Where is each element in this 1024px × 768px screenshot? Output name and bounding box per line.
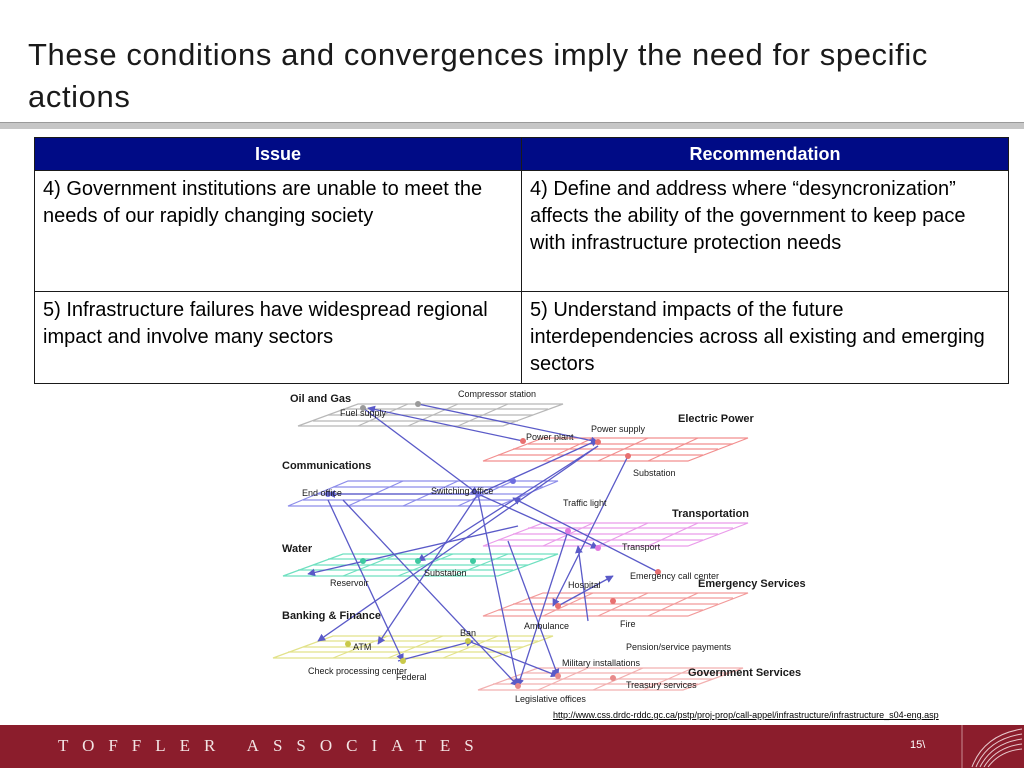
node-switching-office: Switching office bbox=[431, 486, 494, 496]
label-banking-finance: Banking & Finance bbox=[282, 610, 382, 622]
node-substation-water: Substation bbox=[424, 568, 467, 578]
label-water: Water bbox=[282, 543, 313, 555]
table-row bbox=[35, 292, 1009, 384]
label-oil-gas: Oil and Gas bbox=[290, 393, 352, 405]
page-number: 15\ bbox=[910, 739, 926, 751]
node-federal: Federal bbox=[396, 672, 427, 682]
table-row bbox=[35, 171, 1009, 292]
node-ambulance: Ambulance bbox=[524, 621, 570, 631]
emergency-services-plane bbox=[483, 593, 748, 616]
node-compressor-station: Compressor station bbox=[458, 389, 537, 399]
brand-wordmark: TOFFLER ASSOCIATES bbox=[58, 736, 488, 755]
column-header-recommendation: Recommendation bbox=[522, 138, 1009, 171]
node-fire: Fire bbox=[620, 619, 636, 629]
label-electric-power: Electric Power bbox=[678, 413, 754, 425]
slide-title: These conditions and convergences imply the need for specific actions bbox=[28, 37, 928, 114]
infrastructure-interdependency-diagram bbox=[268, 386, 806, 706]
transportation-plane bbox=[483, 523, 748, 546]
node-hospital: Hospital bbox=[568, 580, 601, 590]
issue-cell: 5) Infrastructure failures have widespread regional impact and involve many sectors bbox=[35, 292, 522, 384]
source-link[interactable]: http://www.css.drdc-rddc.gc.ca/pstp/proj-prop/call-appel/infrastructure/infrastructure_s04-eng.asp bbox=[553, 710, 939, 720]
node-atm: ATM bbox=[353, 642, 372, 652]
label-communications: Communications bbox=[282, 460, 372, 472]
node-power-plant: Power plant bbox=[526, 432, 574, 442]
node-ban: Ban bbox=[460, 628, 477, 638]
swoosh-logo-icon bbox=[962, 725, 1024, 768]
node-legislative-offices: Legislative offices bbox=[515, 694, 586, 704]
label-government-services: Government Services bbox=[688, 667, 802, 679]
node-military-installations: Military installations bbox=[562, 658, 641, 668]
node-traffic-light: Traffic light bbox=[563, 498, 607, 508]
column-header-issue: Issue bbox=[35, 138, 522, 171]
node-check-processing-center: Check processing center bbox=[308, 666, 408, 676]
node-fuel-supply: Fuel supply bbox=[340, 408, 387, 418]
recommendations-table bbox=[34, 137, 1009, 384]
node-power-supply: Power supply bbox=[591, 424, 646, 434]
node-transport: Transport bbox=[622, 542, 661, 552]
title-divider bbox=[0, 122, 1024, 129]
node-pension-service-payments: Pension/service payments bbox=[626, 642, 732, 652]
node-substation-power: Substation bbox=[633, 468, 676, 478]
node-reservoir: Reservoir bbox=[330, 578, 369, 588]
recommendation-cell: 5) Understand impacts of the future interdependencies across all existing and emerging sectors bbox=[522, 292, 1009, 384]
node-emergency-call-center: Emergency call center bbox=[630, 571, 720, 581]
recommendation-cell: 4) Define and address where “desyncronization” affects the ability of the government to keep pace with infrastructure protection needs bbox=[522, 171, 1009, 292]
footer-bar bbox=[0, 725, 1024, 768]
node-treasury-services: Treasury services bbox=[626, 680, 697, 690]
label-emergency-services: Emergency Services bbox=[698, 578, 806, 590]
issue-cell: 4) Government institutions are unable to meet the needs of our rapidly changing society bbox=[35, 171, 522, 292]
table-header-row bbox=[35, 138, 1009, 171]
node-end-office: End office bbox=[302, 488, 342, 498]
label-transportation: Transportation bbox=[672, 508, 750, 520]
